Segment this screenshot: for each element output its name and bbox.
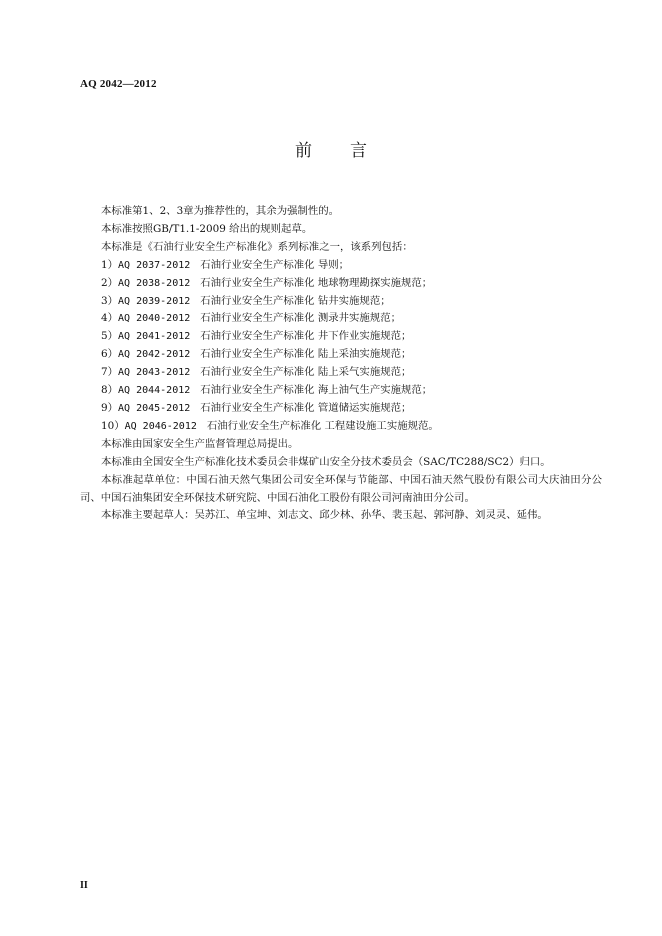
item-number: 10）	[101, 419, 125, 432]
title-char-2: 言	[350, 141, 367, 161]
standard-series-name: 石油行业安全生产标准化	[200, 258, 315, 271]
standard-code: AQ 2046-2012	[124, 420, 197, 432]
item-number: 4）	[101, 312, 119, 325]
paragraph: 本标准第1、2、3章为推荐性的，其余为强制性的。	[101, 205, 340, 217]
paragraph: 本标准由全国安全生产标准化技术委员会非煤矿山安全分技术委员会（SAC/TC288/SC2）归口。	[101, 455, 551, 468]
foreword-body	[80, 203, 602, 525]
standard-series-name: 石油行业安全生产标准化	[200, 401, 315, 414]
paragraph: 本标准是《石油行业安全生产标准化》系列标准之一，该系列包括：	[101, 240, 413, 253]
series-list-item	[80, 275, 602, 293]
series-list-item	[80, 418, 602, 436]
series-list-item	[80, 293, 602, 311]
standard-part-name: 陆上采油实施规范；	[317, 348, 412, 361]
standard-part-name: 导则；	[317, 258, 350, 271]
standard-part-name: 地球物理勘探实施规范；	[317, 276, 433, 289]
paragraph: 本标准主要起草人：吴苏江、单宝坤、刘志文、邱少林、孙华、裴玉起、郭河静、刘灵灵、延伟。	[101, 509, 548, 522]
standard-code: AQ 2042-2012	[118, 349, 191, 361]
standard-series-name: 石油行业安全生产标准化	[200, 330, 315, 343]
standard-series-name: 石油行业安全生产标准化	[200, 312, 315, 325]
standard-series-name: 石油行业安全生产标准化	[200, 384, 315, 397]
standard-series-name: 石油行业安全生产标准化	[200, 294, 315, 307]
document-code-header: AQ 2042—2012	[80, 78, 157, 90]
series-list-item	[80, 364, 602, 382]
series-list-item	[80, 346, 602, 364]
series-list-item	[80, 400, 602, 418]
standard-part-name: 陆上采气实施规范；	[317, 366, 412, 379]
item-number: 1）	[101, 258, 119, 271]
section-title	[0, 136, 662, 161]
series-list-item	[80, 310, 602, 328]
standard-part-name: 井下作业实施规范；	[317, 330, 412, 343]
item-number: 6）	[101, 348, 119, 361]
item-number: 5）	[101, 330, 119, 343]
paragraph: 本标准由国家安全生产监督管理总局提出。	[101, 437, 299, 450]
item-number: 8）	[101, 384, 119, 397]
standard-part-name: 测录井实施规范；	[317, 312, 401, 325]
paragraph: 本标准按照GB/T1.1-2009 给出的规则起草。	[101, 222, 313, 235]
standard-code: AQ 2044-2012	[118, 385, 191, 397]
standard-part-name: 钻井实施规范；	[317, 294, 391, 307]
series-list-item	[80, 328, 602, 346]
paragraph: 本标准起草单位：中国石油天然气集团公司安全环保与节能部、中国石油天然气股份有限公司大庆油田分公司、中国石油集团安全环保技术研究院、中国石油化工股份有限公司河南油田分公司。	[80, 473, 602, 504]
standard-series-name: 石油行业安全生产标准化	[206, 419, 322, 432]
standard-code: AQ 2037-2012	[118, 259, 191, 271]
standard-series-name: 石油行业安全生产标准化	[200, 366, 315, 379]
standard-series-name: 石油行业安全生产标准化	[200, 276, 315, 289]
standard-part-name: 工程建设施工实施规范。	[324, 419, 439, 432]
title-char-1: 前	[295, 141, 312, 161]
standard-code: AQ 2039-2012	[118, 295, 191, 307]
standard-code: AQ 2045-2012	[118, 402, 191, 414]
series-list-item	[80, 382, 602, 400]
standard-part-name: 管道储运实施规范；	[317, 401, 412, 414]
item-number: 2）	[101, 276, 119, 289]
item-number: 9）	[101, 401, 119, 414]
item-number: 3）	[101, 294, 119, 307]
standard-code: AQ 2043-2012	[118, 367, 191, 379]
standard-code: AQ 2041-2012	[118, 331, 191, 343]
standard-code: AQ 2040-2012	[118, 313, 191, 325]
series-list-item	[80, 257, 602, 275]
page-number: II	[80, 880, 88, 891]
standard-series-name: 石油行业安全生产标准化	[200, 348, 315, 361]
item-number: 7）	[101, 366, 119, 379]
standard-code: AQ 2038-2012	[118, 277, 191, 289]
standard-part-name: 海上油气生产实施规范；	[317, 384, 433, 397]
